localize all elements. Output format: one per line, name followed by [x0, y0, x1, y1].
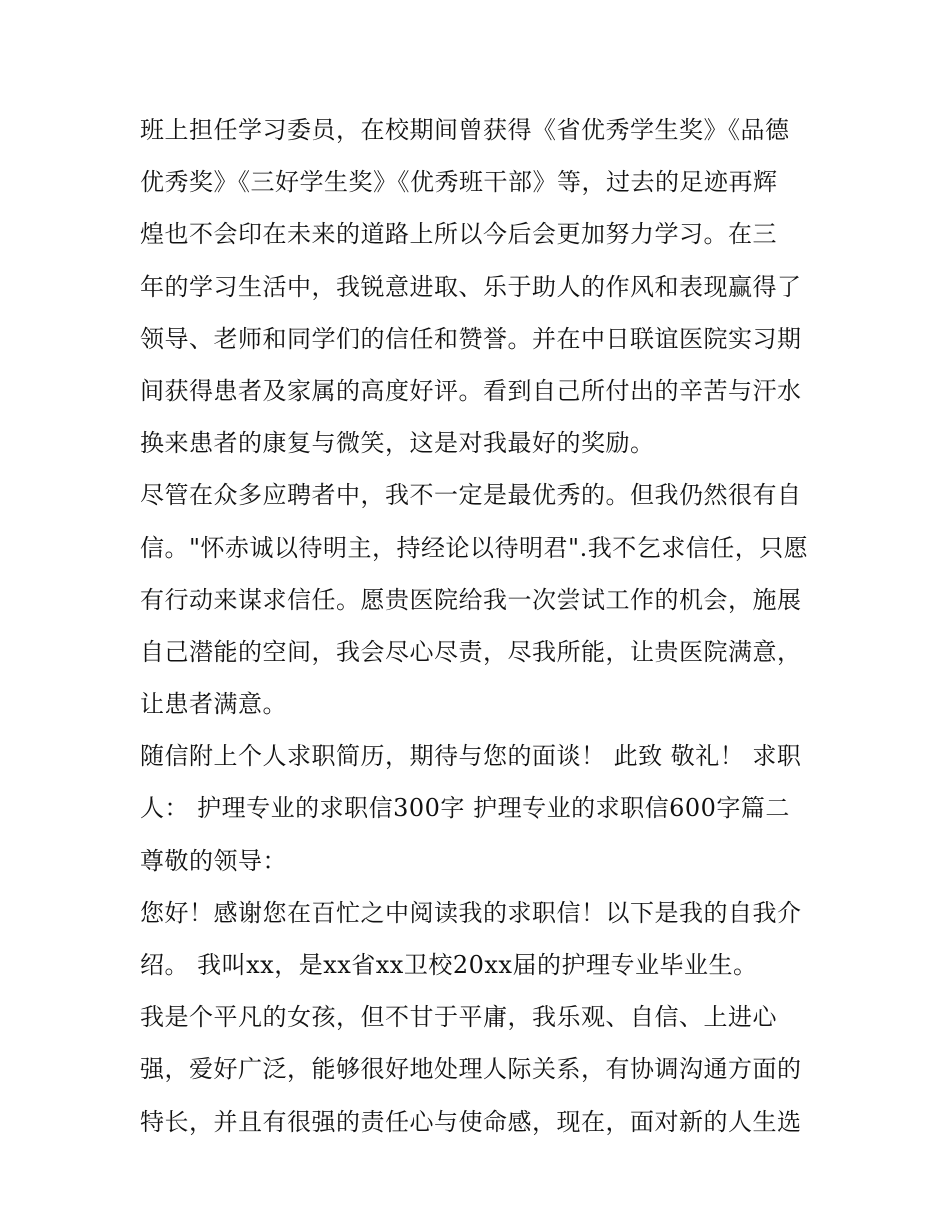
text-line: 我是个平凡的女孩，但不甘于平庸，我乐观、自信、上进心: [140, 1003, 777, 1032]
document-body: [140, 104, 820, 1148]
text-line: 煌也不会印在未来的道路上所以今后会更加努力学习。在三: [140, 220, 777, 249]
text-line: 尽管在众多应聘者中，我不一定是最优秀的。但我仍然很有自: [140, 481, 802, 510]
text-line: 有行动来谋求信任。愿贵医院给我一次尝试工作的机会，施展: [140, 585, 802, 614]
text-line: 自己潜能的空间，我会尽心尽责，尽我所能，让贵医院满意，: [140, 637, 802, 666]
text-line: 年的学习生活中，我锐意进取、乐于助人的作风和表现赢得了: [140, 272, 802, 301]
text-line: 人： 护理专业的求职信300字 护理专业的求职信600字篇二: [140, 794, 790, 823]
text-line: 随信附上个人求职简历，期待与您的面谈！ 此致 敬礼！ 求职: [140, 742, 802, 771]
text-line: 尊敬的领导：: [140, 846, 287, 875]
text-line: 让患者满意。: [140, 690, 287, 719]
text-line: 班上担任学习委员，在校期间曾获得《省优秀学生奖》《品德: [140, 116, 790, 144]
text-line: 绍。 我叫xx，是xx省xx卫校20xx届的护理专业毕业生。: [140, 951, 758, 979]
text-line: 换来患者的康复与微笑，这是对我最好的奖励。: [140, 429, 655, 458]
text-line: 间获得患者及家属的高度好评。看到自己所付出的辛苦与汗水: [140, 376, 802, 405]
text-line: 信。"怀赤诚以待明主，持经论以待明君".我不乞求信任，只愿: [140, 533, 809, 562]
text-line: 强，爱好广泛，能够很好地处理人际关系，有协调沟通方面的: [140, 1055, 802, 1084]
text-line: 优秀奖》《三好学生奖》《优秀班干部》等，过去的足迹再辉: [140, 168, 778, 197]
text-line: 您好！感谢您在百忙之中阅读我的求职信！以下是我的自我介: [140, 898, 802, 927]
text-line: 特长，并且有很强的责任心与使命感，现在，面对新的人生选: [140, 1107, 802, 1136]
text-line: 领导、老师和同学们的信任和赞誉。并在中日联谊医院实习期: [140, 324, 802, 353]
